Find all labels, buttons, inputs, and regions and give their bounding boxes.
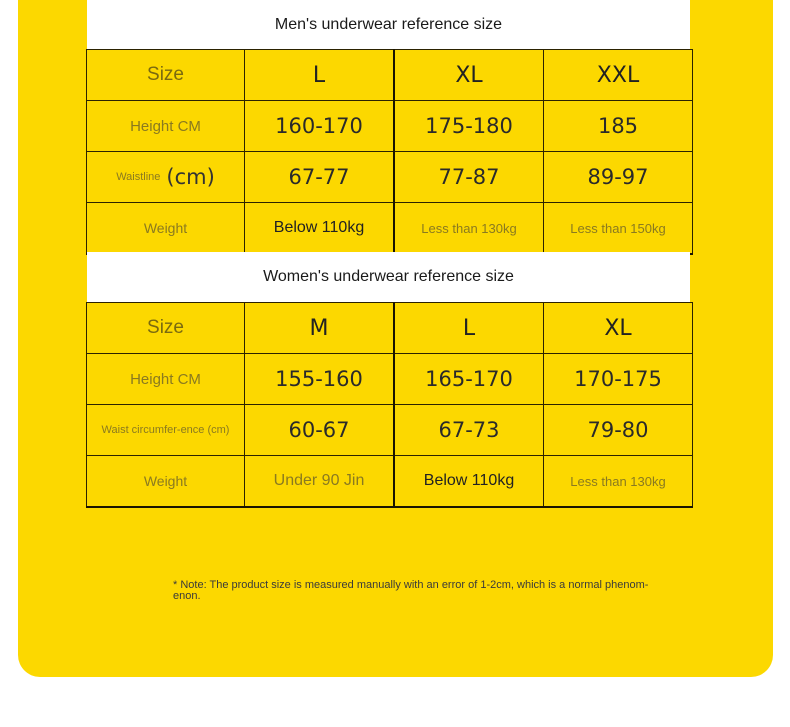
size-xl-header: XL <box>544 303 693 354</box>
waistline-label-text: Waistline <box>116 171 161 183</box>
table-row <box>87 456 693 508</box>
height-xxl-value: 185 <box>544 101 693 152</box>
height-l-value: 165-170 <box>394 354 544 405</box>
weight-row-label: Weight <box>87 456 245 508</box>
height-l-value: 160-170 <box>245 101 395 152</box>
waistline-row-label <box>87 152 245 203</box>
weight-l-value: Below 110kg <box>394 456 544 508</box>
women-size-table <box>86 302 693 508</box>
waistline-l-value: 67-77 <box>245 152 395 203</box>
waistline-xl-value: 77-87 <box>394 152 544 203</box>
waist-l-value: 67-73 <box>394 405 544 456</box>
height-m-value: 155-160 <box>245 354 395 405</box>
table-header-row <box>87 50 693 101</box>
table-row <box>87 405 693 456</box>
waist-xl-value: 79-80 <box>544 405 693 456</box>
men-table-title: Men's underwear reference size <box>87 0 690 49</box>
measurement-note: * Note: The product size is measured manually with an error of 1-2cm, which is a normal phenom-enon. <box>173 579 649 602</box>
size-xxl-header: XXL <box>544 50 693 101</box>
weight-xl-value: Less than 130kg <box>394 203 544 255</box>
men-size-table <box>86 49 693 255</box>
weight-xl-value: Less than 130kg <box>544 456 693 508</box>
table-row <box>87 203 693 255</box>
size-l-header: L <box>394 303 544 354</box>
size-m-header: M <box>245 303 395 354</box>
weight-row-label: Weight <box>87 203 245 255</box>
table-header-row <box>87 303 693 354</box>
size-header-label: Size <box>87 303 245 354</box>
weight-m-value: Under 90 Jin <box>245 456 395 508</box>
table-row <box>87 152 693 203</box>
table-row <box>87 354 693 405</box>
waistline-xxl-value: 89-97 <box>544 152 693 203</box>
size-l-header: L <box>245 50 395 101</box>
weight-xxl-value: Less than 150kg <box>544 203 693 255</box>
height-row-label: Height CM <box>87 354 245 405</box>
height-xl-value: 175-180 <box>394 101 544 152</box>
weight-l-value: Below 110kg <box>245 203 395 255</box>
women-table-title: Women's underwear reference size <box>87 252 690 302</box>
waist-circumference-row-label: Waist circumfer-ence (cm) <box>87 405 245 456</box>
size-header-label: Size <box>87 50 245 101</box>
height-row-label: Height CM <box>87 101 245 152</box>
waist-m-value: 60-67 <box>245 405 395 456</box>
table-row <box>87 101 693 152</box>
size-xl-header: XL <box>394 50 544 101</box>
height-xl-value: 170-175 <box>544 354 693 405</box>
waistline-unit-text: (cm) <box>166 165 215 189</box>
